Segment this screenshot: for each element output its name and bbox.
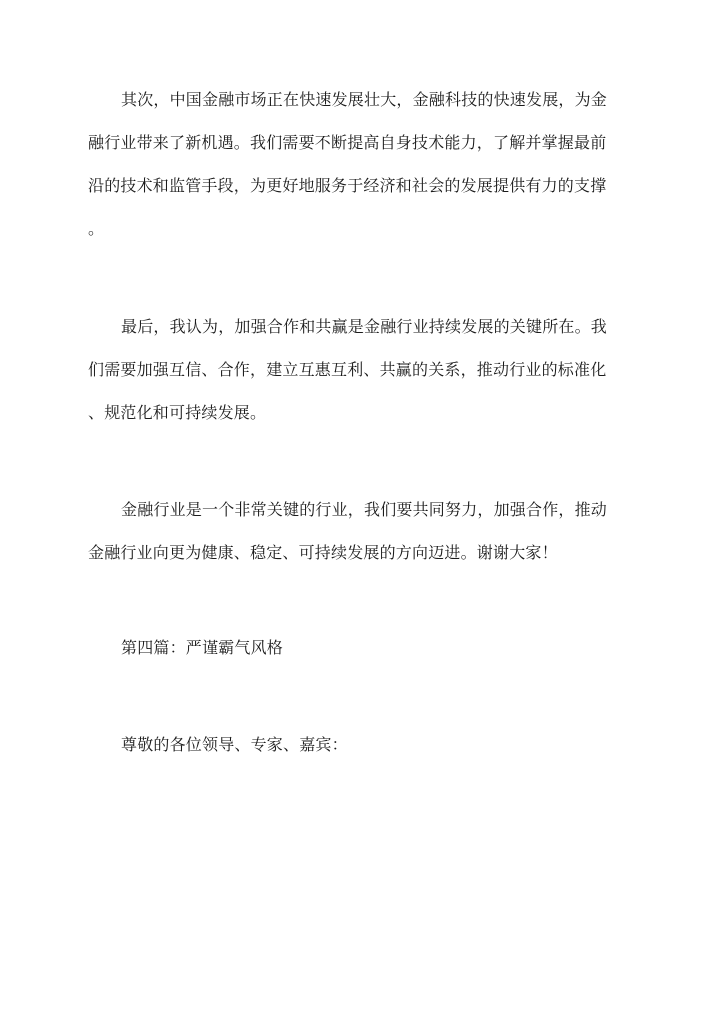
paragraph-line: 融行业带来了新机遇。我们需要不断提高自身技术能力，了解并掌握最前 <box>88 133 607 152</box>
paragraph-line: 最后，我认为，加强合作和共赢是金融行业持续发展的关键所在。我 <box>121 317 608 336</box>
paragraph-line: 金融行业是一个非常关键的行业，我们要共同努力，加强合作，推动 <box>121 500 608 519</box>
section-heading <box>88 626 636 669</box>
paragraph-fintech <box>88 78 636 250</box>
paragraph-line: 、规范化和可持续发展。 <box>88 403 267 422</box>
paragraph-line: 金融行业向更为健康、稳定、可持续发展的方向迈进。谢谢大家！ <box>88 543 558 562</box>
paragraph-cooperation <box>88 305 636 434</box>
section-heading-text: 第四篇：严谨霸气风格 <box>121 638 284 657</box>
paragraph-line: 其次，中国金融市场正在快速发展壮大，金融科技的快速发展，为金 <box>121 90 608 109</box>
salutation-text: 尊敬的各位领导、专家、嘉宾： <box>121 735 348 754</box>
paragraph-line: 。 <box>88 219 105 238</box>
paragraph-closing <box>88 488 636 574</box>
salutation <box>88 723 636 766</box>
paragraph-line: 沿的技术和监管手段，为更好地服务于经济和社会的发展提供有力的支撑 <box>88 176 607 195</box>
paragraph-line: 们需要加强互信、合作，建立互惠互利、共赢的关系，推动行业的标准化 <box>88 360 607 379</box>
